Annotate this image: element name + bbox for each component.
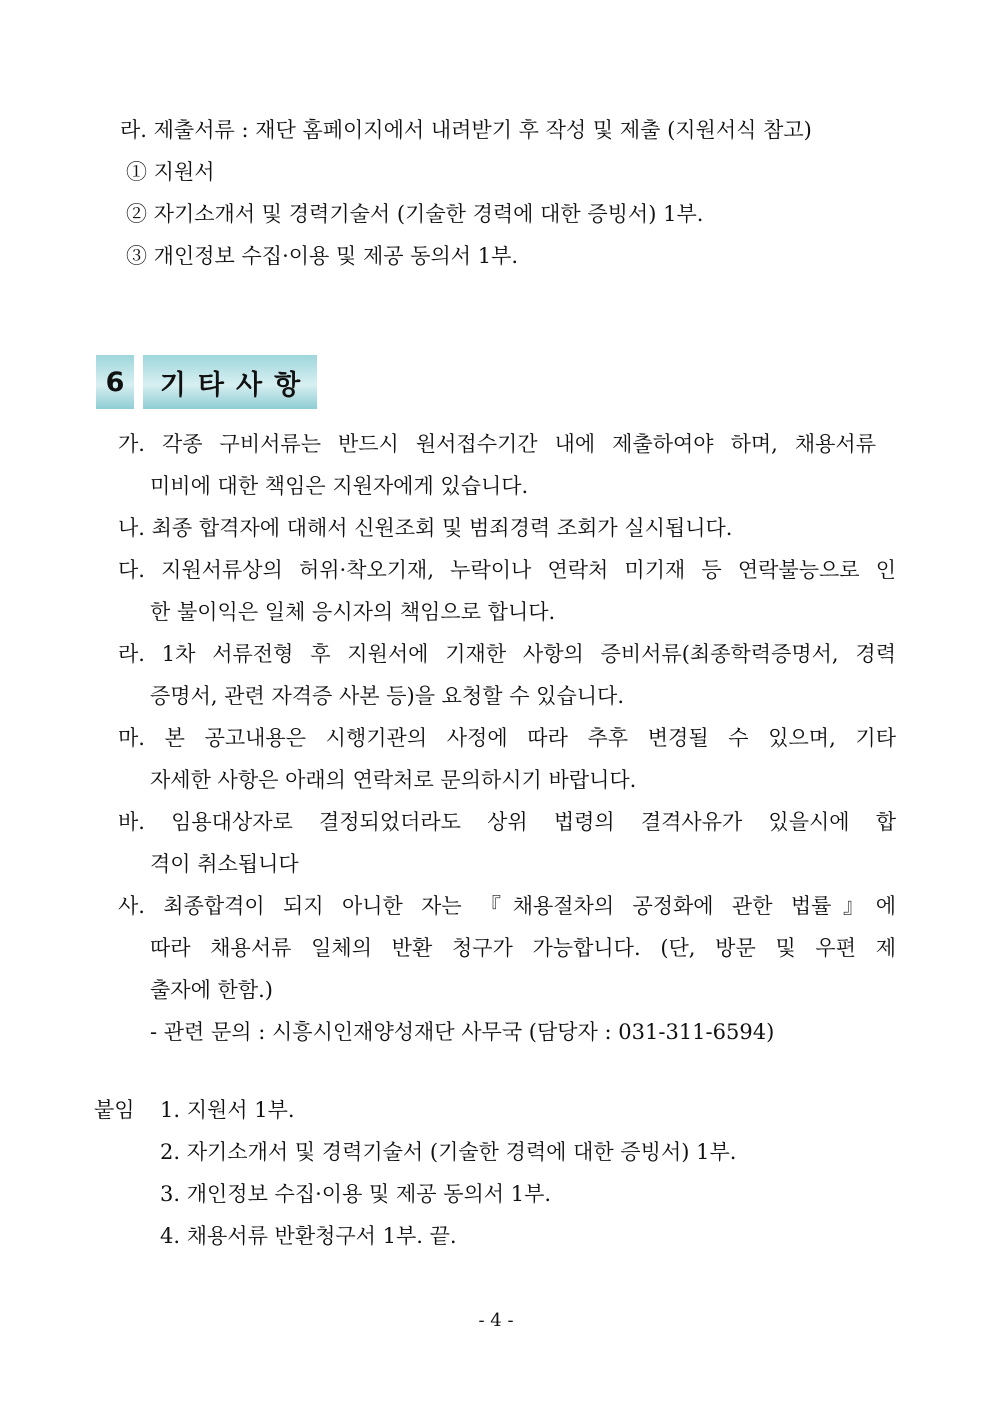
contact-info: - 관련 문의 : 시흥시인재양성재단 사무국 (담당자 : 031-311-6594)	[150, 1020, 775, 1044]
note-da-line2: 한 불이익은 일체 응시자의 책임으로 합니다.	[150, 600, 556, 624]
section-number: 6	[105, 366, 125, 398]
page-number: - 4 -	[478, 1310, 514, 1331]
note-ma-line1: 마. 본 공고내용은 시행기관의 사정에 따라 추후 변경될 수 있으며, 기타	[118, 726, 896, 750]
section-title: 기타사항	[159, 369, 313, 401]
note-sa-line2: 따라 채용서류 일체의 반환 청구가 가능합니다. (단, 방문 및 우편 제	[150, 936, 896, 960]
submission-item: ③ 개인정보 수집·이용 및 제공 동의서 1부.	[126, 244, 519, 268]
submission-item: ② 자기소개서 및 경력기술서 (기술한 경력에 대한 증빙서) 1부.	[126, 202, 704, 226]
section-title-box	[143, 355, 317, 409]
note-ra-line1: 라. 1차 서류전형 후 지원서에 기재한 사항의 증비서류(최종학력증명서, 경력	[118, 642, 896, 666]
attachment-item: 4. 채용서류 반환청구서 1부. 끝.	[160, 1224, 457, 1248]
submission-item: ① 지원서	[126, 160, 215, 184]
note-ba-line2: 격이 취소됩니다	[150, 852, 299, 876]
note-ga-line2: 미비에 대한 책임은 지원자에게 있습니다.	[150, 474, 529, 498]
note-ba-line1: 바. 임용대상자로 결정되었더라도 상위 법령의 결격사유가 있을시에 합	[118, 810, 896, 834]
note-ma-line2: 자세한 사항은 아래의 연락처로 문의하시기 바랍니다.	[150, 768, 637, 792]
attachment-item: 1. 지원서 1부.	[160, 1098, 295, 1122]
note-ra-line2: 증명서, 관련 자격증 사본 등)을 요청할 수 있습니다.	[150, 684, 624, 708]
section-number-box	[96, 355, 134, 409]
attachment-item: 2. 자기소개서 및 경력기술서 (기술한 경력에 대한 증빙서) 1부.	[160, 1140, 737, 1164]
note-ga-line1: 가. 각종 구비서류는 반드시 원서접수기간 내에 제출하여야 하며, 채용서류	[118, 432, 876, 456]
note-sa-line1: 사. 최종합격이 되지 아니한 자는 『채용절차의 공정화에 관한 법률』에	[118, 894, 896, 918]
attachments-label: 붙임	[94, 1098, 135, 1122]
attachment-item: 3. 개인정보 수집·이용 및 제공 동의서 1부.	[160, 1182, 552, 1206]
note-na-line1: 나. 최종 합격자에 대해서 신원조회 및 범죄경력 조회가 실시됩니다.	[118, 516, 733, 540]
note-sa-line3: 출자에 한함.)	[150, 978, 273, 1002]
note-da-line1: 다. 지원서류상의 허위·착오기재, 누락이나 연락처 미기재 등 연락불능으로 인	[118, 558, 896, 582]
submission-heading: 라. 제출서류 : 재단 홈페이지에서 내려받기 후 작성 및 제출 (지원서식 참고)	[120, 118, 812, 142]
